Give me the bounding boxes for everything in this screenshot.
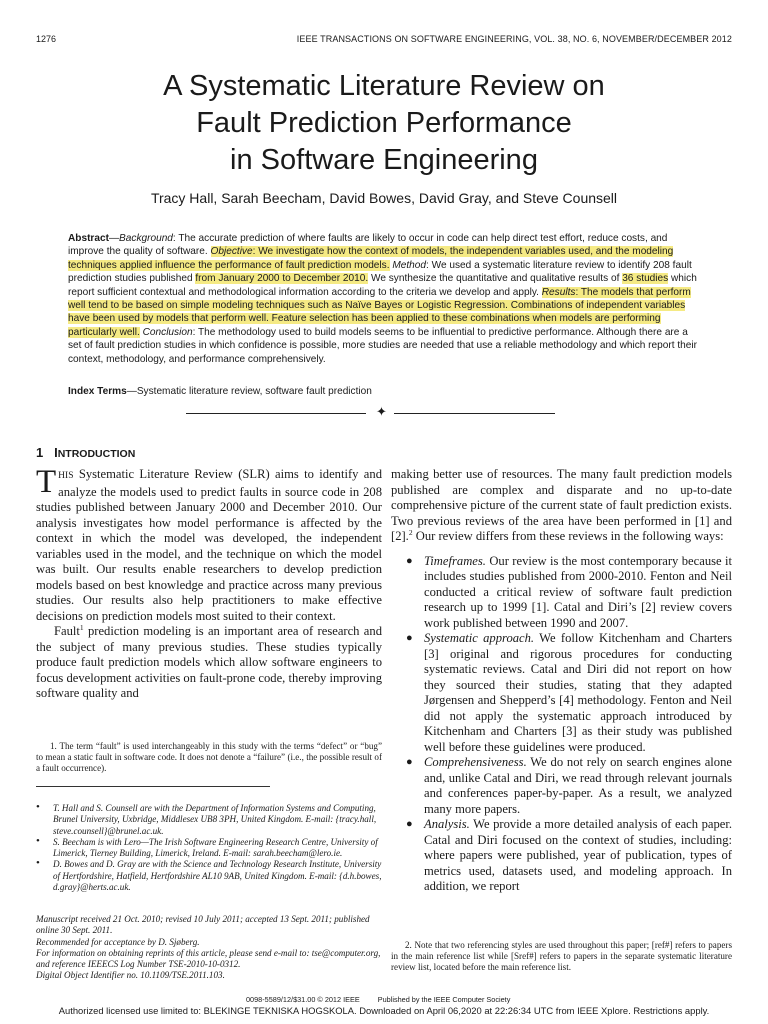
review-differences-list bbox=[391, 554, 732, 895]
fault-paragraph: Fault$^1$ prediction modeling is an important area of research and the subject of many previous studies. These studies typically produce fault prediction models which allow software engineers to focus development activities on fault-prone code, thereby improving software quality and bbox=[36, 622, 382, 700]
affiliation-item: • S. Beecham is with Lero—The Irish Software Engineering Research Centre, University of Limerick, Tierney Building, Limerick, Ireland. E-mail: sarah.beecham@lero.ie. bbox=[36, 834, 378, 859]
bullet-icon: ● bbox=[406, 818, 413, 830]
title-line: Fault Prediction Performance bbox=[196, 107, 572, 139]
affiliation-item: • T. Hall and S. Counsell are with the Department of Information Systems and Computing, Brunel University, Uxbridge, Middlesex UB8 3PH, United Kingdom. E-mail: {tracy.hall, steve.counsell}@brunel.ac.uk. bbox=[36, 801, 377, 836]
journal-info: IEEE TRANSACTIONS ON SOFTWARE ENGINEERING, VOL. 38, NO. 6, NOVEMBER/DECEMBER 2012 bbox=[296, 34, 732, 44]
background-label: Background bbox=[119, 233, 173, 244]
footnote-2: 2. Note that two referencing styles are used throughout this paper; [ref#] refers to papers in the main reference list while [Sref#] refers to papers in the separate systematic literature review list, located before the main reference list. bbox=[391, 940, 732, 973]
list-item: ● Systematic approach. We follow Kitchenham and Charters [3] original and rigorous procedures for conducting systematic reviews. Catal and Diri did not report on how they sourced their studies, stating that they adapted Jørgensen and Shepperd’s [4] methodology. Fenton and Neil did not apply the systematic approach introduced by Kitchenham and Charters [3] as their study was published well before these guidelines were produced. bbox=[406, 631, 732, 754]
list-item: ● Analysis. We provide a more detailed analysis of each paper. Catal and Diri focused on the context of studies, including: where papers were published, year of publication, types of metrics used, datasets used, and modeling approach. In addition, we report bbox=[406, 817, 732, 893]
affiliations bbox=[36, 803, 382, 893]
section-heading: 1 INTRODUCTION bbox=[36, 445, 136, 460]
bullet-icon: • bbox=[36, 801, 40, 813]
footer bbox=[246, 995, 528, 1004]
bullet-icon: • bbox=[36, 857, 40, 870]
results-label: Results bbox=[541, 286, 576, 298]
background-text: : The accurate prediction of where faults are likely to occur in code can help direct test effort, reduce costs, and improve the quality of software. bbox=[68, 233, 668, 258]
footer-code: 0098-5589/12/$31.00 © 2012 IEEE bbox=[246, 995, 360, 1004]
studies-count-highlight: 36 studies bbox=[622, 273, 669, 285]
footer-publisher: Published by the IEEE Computer Society bbox=[377, 995, 511, 1004]
intro-paragraph: THIS Systematic Literature Review (SLR) aims to identify and analyze the models used to predict faults in source code in 208 studies published between January 2000 and December 2010. Our analysis investigates how model performance is affected by the context in which the model was developed, the independent variables used in the model, and the technique on which the model was built. Our results enable researchers to develop prediction models based on best knowledge and practice across many previous studies. Our results also help practitioners to make effective decisions on prediction models most suited to their context. bbox=[36, 464, 382, 623]
index-terms-label: Index Terms bbox=[68, 386, 127, 397]
title-line: A Systematic Literature Review on bbox=[163, 70, 605, 102]
footnote-ref: 1 bbox=[79, 622, 84, 632]
separator-line-left bbox=[186, 413, 366, 414]
section-number: 1 bbox=[36, 445, 44, 460]
bullet-icon: • bbox=[36, 834, 40, 847]
list-item: ● Timeframes. Our review is the most contemporary because it includes studies published from 2000-2010. Fenton and Neil conducted a critical review of software fault prediction research up to 1999 [1]. Catal and Diri’s [2] review covers work published between 1990 and 2007. bbox=[406, 553, 732, 630]
license-notice: Authorized licensed use limited to: BLEKINGE TEKNISKA HOGSKOLA. Downloaded on April 06,2020 at 22:26:34 UTC from IEEE Xplore. Restrictions apply. bbox=[58, 1005, 710, 1016]
right-intro-paragraph: making better use of resources. The many fault prediction models published are complex and disparate and no up-to-date comprehensive picture of the current state of fault prediction exists. Two previous reviews of the area have been performed in [1] and [2].$^2$ Our review differs from these reviews in the following ways: bbox=[391, 467, 732, 543]
separator-diamond-icon: ✦ bbox=[376, 404, 387, 419]
affiliation-rule bbox=[36, 786, 270, 787]
drop-cap: T bbox=[36, 464, 57, 500]
objective-text: : We investigate how the context of models, the independent variables used, and the modeling techniques applied influence the performance of fault prediction models. bbox=[68, 246, 674, 271]
title-line: in Software Engineering bbox=[230, 144, 538, 176]
manuscript-info: Manuscript received 21 Oct. 2010; revised 10 July 2011; accepted 13 Sept. 2011; published online 30 Sept. 2011. Recommended for acceptance by D. Sjøberg. For information on obtaining reprints of this article, please send e-mail to: tse@computer.org, and reference IEEECS Log Number TSE-2010-10-0312. Digital Object Identifier no. 10.1109/TSE.2011.103. bbox=[36, 914, 381, 981]
right-column bbox=[391, 467, 732, 895]
list-item: ● Comprehensiveness. We do not rely on search engines alone and, unlike Catal and Diri, we read through relevant journals and conferences paper-by-paper. As a result, we analyzed many more papers. bbox=[406, 755, 732, 816]
abstract-label: Abstract bbox=[68, 233, 109, 244]
bullet-icon: ● bbox=[406, 756, 413, 768]
conclusion-text: : The methodology used to build models seems to be influential to predictive performance. Although there are a set of fault prediction studies in which confidence is possible, more studies are needed that use a reliable methodology and which report their context, methodology, and performance comprehensively. bbox=[68, 326, 697, 365]
affiliation-item: • D. Bowes and D. Gray are with the Science and Technology Research Institute, University of Hertfordshire, Hatfield, Hertfordshire AL10 9AB, United Kingdom. E-mail: {d.h.bowes, d.gray}@herts.ac.uk. bbox=[36, 857, 382, 893]
separator-line-right bbox=[394, 413, 555, 414]
index-terms: Index Terms—Systematic literature review, software fault prediction bbox=[68, 386, 372, 397]
footnote-ref: 2 bbox=[408, 527, 413, 537]
page-number: 1276 bbox=[36, 34, 57, 44]
abstract: Abstract—Background: The accurate prediction of where faults are likely to occur in code can help direct test effort, reduce costs, and improve the quality of software. Objective: We investigate how the context of models, the independent variables used, and the modeling techniques applied influence the performance of fault prediction models. Method: We used a systematic literature review to identify 208 fault prediction studies published from January 2000 to December 2010. We synthesize the quantitative and qualitative results of 36 studies which report sufficient contextual and methodological information according to the criteria we develop and apply. Results: The models that perform well tend to be based on simple modeling techniques such as Naïve Bayes or Logistic Regression. Combinations of independent variables have been used by models that perform well. Feature selection has been applied to these combinations when models are performing particularly well. Conclusion: The methodology used to build models seems to be influential to predictive performance. Although there are a set of fault prediction studies in which confidence is possible, more studies are needed that use a reliable methodology and which report their context, methodology, and performance comprehensively. bbox=[68, 233, 697, 365]
footnote-1: 1. The term “fault” is used interchangeably in this study with the terms “defect” or “bug” to mean a static fault in software code. It does not denote a “failure” (i.e., the possible result of a fault occurrence). bbox=[36, 741, 382, 774]
results-text: : The models that perform well tend to be based on simple modeling techniques such as Naïve Bayes or Logistic Regression. Combinations of independent variables have been used by models that perform well. Feature selection has been applied to these combinations when models are performing particularly well. bbox=[68, 286, 691, 338]
running-header bbox=[36, 34, 732, 48]
objective-label: Objective bbox=[210, 246, 253, 258]
paper-title bbox=[0, 68, 768, 179]
date-range-highlight: from January 2000 to December 2010. bbox=[195, 273, 369, 285]
conclusion-label: Conclusion bbox=[142, 326, 193, 338]
authors: Tracy Hall, Sarah Beecham, David Bowes, David Gray, and Steve Counsell bbox=[150, 190, 618, 206]
bullet-icon: ● bbox=[406, 554, 413, 567]
bullet-icon: ● bbox=[406, 632, 413, 644]
method-label: Method bbox=[392, 259, 427, 271]
left-column bbox=[36, 464, 382, 702]
